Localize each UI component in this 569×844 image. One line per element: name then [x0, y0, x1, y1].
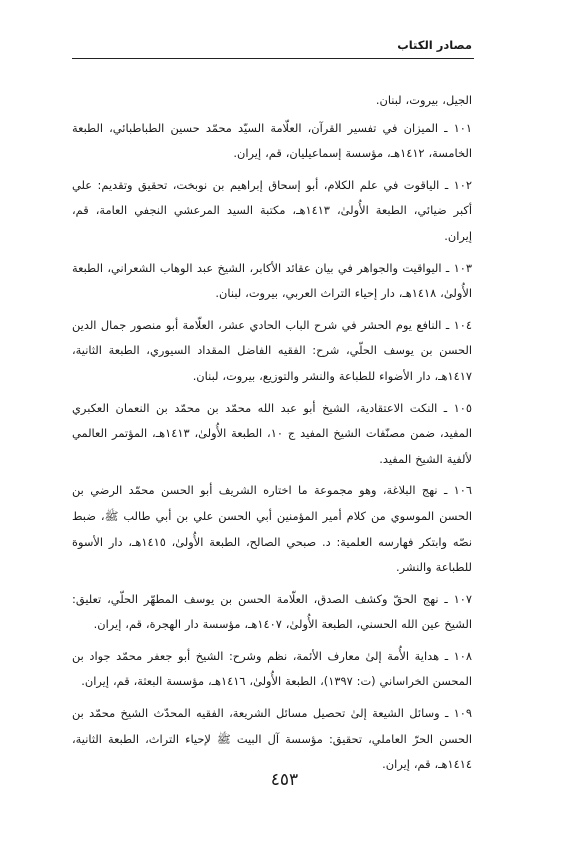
bibliography-entry-109: ١٠٩ ـ وسائل الشيعة إلىٰ تحصيل مسائل الشريعة، الفقيه المحدّث الشيخ محمّد بن الحسن الحرّ العاملي، تحقيق: مؤسسة آل البيت ﷺ لإحياء التراث، الطبعة الثانية، ١٤١٤هـ، قم، إيران. [72, 706, 472, 772]
bibliography-entry-104: ١٠٤ ـ النافع يوم الحشر في شرح الباب الحادي عشر، العلّامة أبو منصور جمال الدين الحسن بن يوسف الحلّي، شرح: الفقيه الفاضل المقداد السيوري، الطبعة الثانية، ١٤١٧هـ، دار الأضواء للطباعة والنشر والتوزيع، بيروت، لبنان. [72, 317, 472, 383]
header-rule [72, 58, 474, 59]
running-header-title: مصادر الكتاب [397, 38, 472, 52]
bibliography-entry-continuation: الجيل، بيروت، لبنان. [375, 93, 472, 107]
bibliography-entry-102: ١٠٢ ـ الياقوت في علم الكلام، أبو إسحاق إبراهيم بن نوبخت، تحقيق وتقديم: علي أكبر ضيائي، الطبعة الأُولىٰ، ١٤١٣هـ، مكتبة السيد المرعشي النجفي العامة، قم، إيران. [72, 177, 472, 243]
bibliography-entry-101: ١٠١ ـ الميزان في تفسير القرآن، العلّامة السيّد محمّد حسين الطباطبائي، الطبعة الخامسة، ١٤١٢هـ، مؤسسة إسماعيليان، قم، إيران. [72, 120, 472, 161]
bibliography-list [72, 88, 472, 784]
page-number: ٤٥٣ [270, 770, 299, 790]
bibliography-entry-103: ١٠٣ ـ اليواقيت والجواهر في بيان عقائد الأكابر، الشيخ عبد الوهاب الشعراني، الطبعة الأُولىٰ، ١٤١٨هـ، دار إحياء التراث العربي، بيروت، لبنان. [72, 260, 472, 301]
bibliography-entry-107: ١٠٧ ـ نهج الحقّ وكشف الصدق، العلّامة الحسن بن يوسف المطهّر الحلّي، تعليق: الشيخ عين الله الحسني، الطبعة الأُولىٰ، ١٤٠٧هـ، مؤسسة دار الهجرة، قم، إيران. [72, 591, 472, 632]
bibliography-entry-108: ١٠٨ ـ هداية الأُمة إلىٰ معارف الأئمة، نظم وشرح: الشيخ أبو جعفر محمّد جواد بن المحسن الخراساني (ت: ١٣٩٧)، الطبعة الأُولىٰ، ١٤١٦هـ، مؤسسة البعثة، قم، إيران. [72, 648, 472, 689]
bibliography-entry-105: ١٠٥ ـ النكت الاعتقادية، الشيخ أبو عبد الله محمّد بن محمّد بن النعمان العكبري المفيد، ضمن مصنّفات الشيخ المفيد ج ١٠، الطبعة الأُولىٰ، ١٤١٣هـ، المؤتمر العالمي لألفية الشيخ المفيد. [72, 400, 472, 466]
bibliography-entry-106: ١٠٦ ـ نهج البلاغة، وهو مجموعة ما اختاره الشريف أبو الحسن محمّد الرضي بن الحسن الموسوي من كلام أمير المؤمنين أبي الحسن علي بن أبي طالب ﷺ، ضبط نصّه وابتكر فهارسه العلمية: د. صبحي الصالح، الطبعة الأُولىٰ، ١٤١٥هـ، دار الأسوة للطباعة والنشر. [72, 483, 472, 575]
